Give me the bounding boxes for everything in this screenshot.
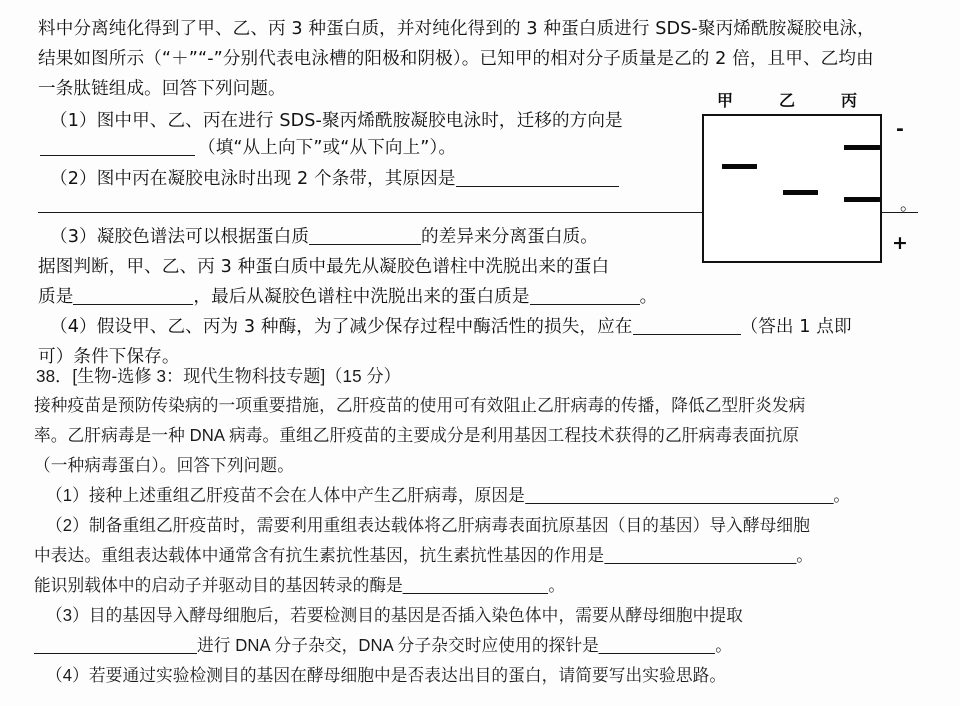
- answer-blank-37-1[interactable]: [40, 155, 195, 156]
- question-37-4-line-1: [50, 312, 852, 342]
- question-37-1-line-2: （填“从上向下”或“从下向上”）。: [198, 138, 457, 158]
- question-38-3-text-a: 目的基因导入酵母细胞后，若要检测目的基因是否插入染色体中，需要从酵母细胞中提取: [88, 605, 743, 625]
- question-38-1-period: 。: [833, 485, 851, 505]
- question-38-3-line-2: [34, 630, 732, 660]
- question-38-2-number: （2）: [46, 515, 89, 535]
- band-bing-1: [844, 145, 880, 150]
- answer-blank-38-2b[interactable]: [403, 577, 548, 594]
- question-38-4-line-1: [46, 660, 726, 690]
- question-37-2-period: 。: [900, 195, 918, 215]
- question-38-2-period-a: 。: [796, 545, 813, 565]
- section-38-heading: 38．[生物-选修 3：现代生物科技专题]（15 分）: [36, 366, 401, 386]
- answer-blank-37-3b[interactable]: [73, 288, 193, 305]
- question-37-4-text-a: 假设甲、乙、丙为 3 种酶，为了减少保存过程中酶活性的损失，应在: [96, 317, 633, 337]
- answer-blank-38-2a[interactable]: [604, 547, 796, 564]
- paragraph-37-line-3: 一条肽链组成。回答下列问题。: [38, 79, 286, 99]
- question-37-2-number: （2）: [50, 169, 97, 189]
- gel-electrophoresis-figure: [690, 88, 920, 273]
- question-37-1-text: 图中甲、乙、丙在进行 SDS-聚丙烯酰胺凝胶电泳时，迁移的方向是: [96, 111, 623, 131]
- paragraph-37-line-1: 料中分离纯化得到了甲、乙、丙 3 种蛋白质，并对纯化得到的 3 种蛋白质进行 SDS-聚丙烯酰胺凝胶电泳，: [38, 19, 875, 39]
- question-38-4-number: （4）: [46, 665, 89, 685]
- question-38-1-text: 接种上述重组乙肝疫苗不会在人体中产生乙肝病毒，原因是: [88, 485, 525, 505]
- question-37-1-line-1: [50, 106, 623, 136]
- paragraph-37-line-2: 结果如图所示（“＋”“-”分别代表电泳槽的阳极和阴极）。已知甲的相对分子质量是乙的 2 倍，且甲、乙均由: [38, 49, 874, 69]
- band-yi-1: [783, 190, 818, 195]
- paragraph-38-line-3: （一种病毒蛋白）。回答下列问题。: [34, 455, 294, 475]
- answer-blank-37-2a[interactable]: [456, 170, 619, 187]
- question-38-2-text-b: 中表达。重组表达载体中通常含有抗生素抗性基因，抗生素抗性基因的作用是: [34, 545, 605, 565]
- band-bing-2: [844, 197, 880, 202]
- question-38-2-line-1: [46, 510, 810, 540]
- answer-blank-38-3b[interactable]: [599, 637, 715, 654]
- question-37-3-line-3: [38, 282, 657, 312]
- question-38-2-text-a: 制备重组乙肝疫苗时，需要利用重组表达载体将乙肝病毒表面抗原基因（目的基因）导入酵母细胞: [88, 515, 810, 535]
- lane-label-bing: 丙: [840, 91, 857, 110]
- question-37-3-text-d: ，最后从凝胶色谱柱中洗脱出来的蛋白质是: [193, 287, 530, 307]
- question-38-4-text: 若要通过实验检测目的基因在酵母细胞中是否表达出目的蛋白，请简要写出实验思路。: [88, 665, 727, 685]
- question-38-2-line-2: [34, 540, 813, 570]
- question-38-1-line-1: [46, 480, 850, 510]
- lane-label-jia: 甲: [716, 91, 733, 110]
- question-37-3-text-a: 凝胶色谱法可以根据蛋白质: [96, 227, 310, 247]
- answer-blank-37-3a[interactable]: [309, 228, 421, 245]
- answer-blank-37-4[interactable]: [633, 318, 741, 335]
- lane-label-yi: 乙: [778, 91, 795, 110]
- question-37-3-text-b: 的差异来分离蛋白质。: [421, 227, 598, 247]
- question-37-3-text-c: 质是: [38, 287, 74, 307]
- question-37-4-line-2: 可）条件下保存。: [38, 347, 180, 367]
- question-37-4-number: （4）: [50, 317, 97, 337]
- cathode-minus-symbol: -: [896, 118, 904, 140]
- question-38-2-line-3: [34, 570, 565, 600]
- question-38-1-number: （1）: [46, 485, 89, 505]
- paragraph-38-line-2: 率。乙肝病毒是一种 DNA 病毒。重组乙肝疫苗的主要成分是利用基因工程技术获得的乙肝病毒表面抗原: [34, 425, 800, 445]
- question-38-3-text-b: 进行 DNA 分子杂交，DNA 分子杂交时应使用的探针是: [196, 635, 599, 655]
- question-37-3-line-2: 据图判断，甲、乙、丙 3 种蛋白质中最先从凝胶色谱柱中洗脱出来的蛋白: [38, 257, 610, 277]
- question-37-3-period: 。: [639, 287, 658, 307]
- question-37-1-number: （1）: [50, 111, 97, 131]
- paragraph-38-line-1: 接种疫苗是预防传染病的一项重要措施，乙肝疫苗的使用可有效阻止乙肝病毒的传播，降低乙型肝炎发病: [34, 395, 806, 415]
- question-37-2-line-1: [50, 164, 619, 194]
- answer-blank-38-1[interactable]: [525, 487, 833, 504]
- question-38-2-period-b: 。: [548, 575, 566, 595]
- question-38-3-period: 。: [715, 635, 733, 655]
- question-38-3-number: （3）: [46, 605, 89, 625]
- question-38-3-line-1: [46, 600, 743, 630]
- question-38-2-text-c: 能识别载体中的启动子并驱动目的基因转录的酶是: [34, 575, 403, 595]
- band-jia-1: [722, 164, 757, 169]
- question-37-4-text-b: （答出 1 点即: [740, 317, 852, 337]
- answer-blank-38-3a[interactable]: [34, 637, 197, 654]
- gel-chamber: [702, 114, 882, 263]
- answer-blank-37-3c[interactable]: [530, 288, 640, 305]
- question-37-3-number: （3）: [50, 227, 97, 247]
- question-37-3-line-1: [50, 222, 598, 252]
- anode-plus-symbol: +: [892, 232, 908, 254]
- question-37-2-text: 图中丙在凝胶电泳时出现 2 个条带，其原因是: [96, 169, 456, 189]
